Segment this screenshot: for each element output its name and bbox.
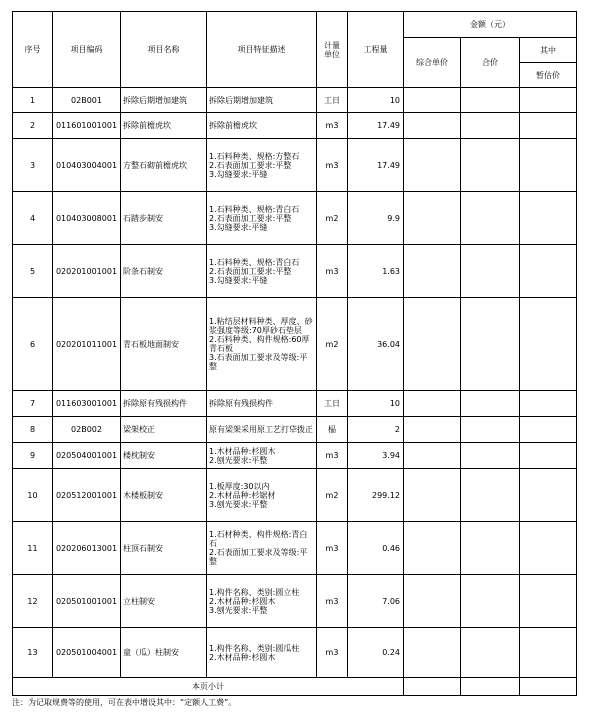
cell-seq: 8 <box>13 417 53 443</box>
cell-qty: 1.63 <box>348 245 404 298</box>
cell-name: 拆除原有残损构件 <box>121 391 207 417</box>
cell-total <box>461 469 520 522</box>
cell-desc: 拆除原有残损构件 <box>207 391 317 417</box>
cell-unit: m3 <box>317 113 348 139</box>
cell-total <box>461 443 520 469</box>
cell-desc: 1.石料种类、规格:青白石 2.石表面加工要求:平整 3.勾缝要求:平缝 <box>207 192 317 245</box>
cell-unit-price <box>404 192 461 245</box>
cell-unit-price <box>404 469 461 522</box>
cell-provisional <box>520 417 577 443</box>
cell-code: 020504001001 <box>53 443 121 469</box>
cell-seq: 12 <box>13 575 53 628</box>
header-code: 项目编码 <box>53 12 121 88</box>
cell-qty: 17.49 <box>348 113 404 139</box>
cell-provisional <box>520 298 577 391</box>
cell-desc: 拆除前檐虎坎 <box>207 113 317 139</box>
header-of-which: 其中 <box>520 38 577 63</box>
header-total: 合价 <box>461 38 520 88</box>
cell-provisional <box>520 245 577 298</box>
cell-unit-price <box>404 113 461 139</box>
cell-total <box>461 298 520 391</box>
header-desc: 项目特征描述 <box>207 12 317 88</box>
cell-seq: 10 <box>13 469 53 522</box>
cell-qty: 9.9 <box>348 192 404 245</box>
cell-unit-price <box>404 139 461 192</box>
cell-code: 011603001001 <box>53 391 121 417</box>
header-seq: 序号 <box>13 12 53 88</box>
cell-name: 木楼板制安 <box>121 469 207 522</box>
cell-code: 011601001001 <box>53 113 121 139</box>
cell-provisional <box>520 192 577 245</box>
table-row <box>13 522 577 575</box>
cell-unit: m2 <box>317 192 348 245</box>
header-name: 项目名称 <box>121 12 207 88</box>
cell-code: 020206013001 <box>53 522 121 575</box>
cell-qty: 3.94 <box>348 443 404 469</box>
cell-desc: 1.粘结层材料种类、厚度、砂浆强度等级:70厚砂石垫层 2.石料种类、构件规格:60厚青石板 3.石表面加工要求及等级:平整 <box>207 298 317 391</box>
cell-provisional <box>520 391 577 417</box>
cell-unit-price <box>404 245 461 298</box>
cell-provisional <box>520 469 577 522</box>
cell-seq: 9 <box>13 443 53 469</box>
cell-name: 青石板地面制安 <box>121 298 207 391</box>
cell-name: 方整石砌前檐虎坎 <box>121 139 207 192</box>
table-row <box>13 192 577 245</box>
cell-desc: 1.构件名称、类别:圆立柱 2.木材品种:杉圆木 3.刨光要求:平整 <box>207 575 317 628</box>
cell-qty: 17.49 <box>348 139 404 192</box>
cell-unit-price <box>404 88 461 113</box>
cell-provisional <box>520 443 577 469</box>
cell-name: 童（瓜）柱制安 <box>121 628 207 678</box>
cell-seq: 3 <box>13 139 53 192</box>
cell-qty: 2 <box>348 417 404 443</box>
cell-seq: 7 <box>13 391 53 417</box>
header-amount: 金额（元） <box>404 12 577 38</box>
cell-unit-price <box>404 443 461 469</box>
cell-total <box>461 575 520 628</box>
cell-seq: 11 <box>13 522 53 575</box>
cell-desc: 原有梁架采用原工艺打牮拨正 <box>207 417 317 443</box>
table-row <box>13 575 577 628</box>
cell-total <box>461 391 520 417</box>
cell-desc: 1.构件名称、类别:圆瓜柱 2.木材品种:杉圆木 <box>207 628 317 678</box>
cell-name: 拆除前檐虎坎 <box>121 113 207 139</box>
table-row <box>13 391 577 417</box>
cell-unit: m3 <box>317 628 348 678</box>
table-row <box>13 443 577 469</box>
cell-code: 010403004001 <box>53 139 121 192</box>
cell-name: 柱顶石制安 <box>121 522 207 575</box>
bill-of-quantities-table <box>12 11 577 696</box>
table-row <box>13 245 577 298</box>
table-row <box>13 417 577 443</box>
cell-unit: m3 <box>317 522 348 575</box>
cell-provisional <box>520 139 577 192</box>
cell-unit: 工日 <box>317 391 348 417</box>
cell-unit: 工日 <box>317 88 348 113</box>
cell-unit: m2 <box>317 469 348 522</box>
cell-name: 阶条石制安 <box>121 245 207 298</box>
subtotal-unit-price <box>404 678 461 696</box>
table-row <box>13 139 577 192</box>
table-row <box>13 113 577 139</box>
cell-seq: 6 <box>13 298 53 391</box>
cell-code: 020501004001 <box>53 628 121 678</box>
header-provisional: 暂估价 <box>520 63 577 88</box>
cell-total <box>461 192 520 245</box>
cell-qty: 10 <box>348 391 404 417</box>
cell-unit-price <box>404 575 461 628</box>
cell-total <box>461 628 520 678</box>
header-qty: 工程量 <box>348 12 404 88</box>
cell-code: 020512001001 <box>53 469 121 522</box>
footnote: 注：为记取规费等的使用，可在表中增设其中：“定额人工费”。 <box>12 698 237 707</box>
cell-name: 楼枕制安 <box>121 443 207 469</box>
cell-total <box>461 88 520 113</box>
cell-code: 020201001001 <box>53 245 121 298</box>
cell-desc: 1.石料种类、规格:方整石 2.石表面加工要求:平整 3.勾缝要求:平缝 <box>207 139 317 192</box>
subtotal-provisional <box>520 678 577 696</box>
cell-unit-price <box>404 628 461 678</box>
cell-total <box>461 139 520 192</box>
cell-qty: 36.04 <box>348 298 404 391</box>
table-row <box>13 628 577 678</box>
cell-provisional <box>520 628 577 678</box>
cell-desc: 1.板厚度:30以内 2.木材品种:杉锯材 3.刨光要求:平整 <box>207 469 317 522</box>
cell-total <box>461 522 520 575</box>
subtotal-total <box>461 678 520 696</box>
cell-name: 拆除后期增加建筑 <box>121 88 207 113</box>
cell-desc: 拆除后期增加建筑 <box>207 88 317 113</box>
cell-seq: 13 <box>13 628 53 678</box>
cell-code: 02B001 <box>53 88 121 113</box>
cell-desc: 1.木材品种:杉圆木 2.刨光要求:平整 <box>207 443 317 469</box>
cell-seq: 2 <box>13 113 53 139</box>
cell-seq: 1 <box>13 88 53 113</box>
cell-name: 石踏步制安 <box>121 192 207 245</box>
cell-unit: m3 <box>317 443 348 469</box>
cell-desc: 1.石材种类、构件规格:青白石 2.石表面加工要求及等级:平整 <box>207 522 317 575</box>
cell-unit: 榀 <box>317 417 348 443</box>
cell-seq: 4 <box>13 192 53 245</box>
cell-qty: 10 <box>348 88 404 113</box>
table-row <box>13 88 577 113</box>
header-unit-price: 综合单价 <box>404 38 461 88</box>
cell-name: 梁架校正 <box>121 417 207 443</box>
cell-code: 010403008001 <box>53 192 121 245</box>
subtotal-label: 本页小计 <box>13 678 404 696</box>
cell-desc: 1.石料种类、规格:青白石 2.石表面加工要求:平整 3.勾缝要求:平缝 <box>207 245 317 298</box>
header-unit: 计量单位 <box>317 12 348 88</box>
cell-code: 020501001001 <box>53 575 121 628</box>
cell-qty: 299.12 <box>348 469 404 522</box>
subtotal-row <box>13 678 577 696</box>
cell-provisional <box>520 113 577 139</box>
cell-total <box>461 417 520 443</box>
cell-unit-price <box>404 417 461 443</box>
cell-total <box>461 113 520 139</box>
cell-name: 立柱制安 <box>121 575 207 628</box>
cell-code: 02B002 <box>53 417 121 443</box>
table-row <box>13 298 577 391</box>
cell-code: 020201011001 <box>53 298 121 391</box>
cell-unit: m3 <box>317 575 348 628</box>
cell-total <box>461 245 520 298</box>
cell-qty: 0.24 <box>348 628 404 678</box>
cell-seq: 5 <box>13 245 53 298</box>
cell-provisional <box>520 88 577 113</box>
cell-unit-price <box>404 522 461 575</box>
cell-unit: m2 <box>317 298 348 391</box>
cell-unit-price <box>404 298 461 391</box>
table-row <box>13 469 577 522</box>
cell-unit: m3 <box>317 139 348 192</box>
cell-unit: m3 <box>317 245 348 298</box>
cell-unit-price <box>404 391 461 417</box>
cell-qty: 7.06 <box>348 575 404 628</box>
cell-provisional <box>520 522 577 575</box>
cell-provisional <box>520 575 577 628</box>
cell-qty: 0.46 <box>348 522 404 575</box>
